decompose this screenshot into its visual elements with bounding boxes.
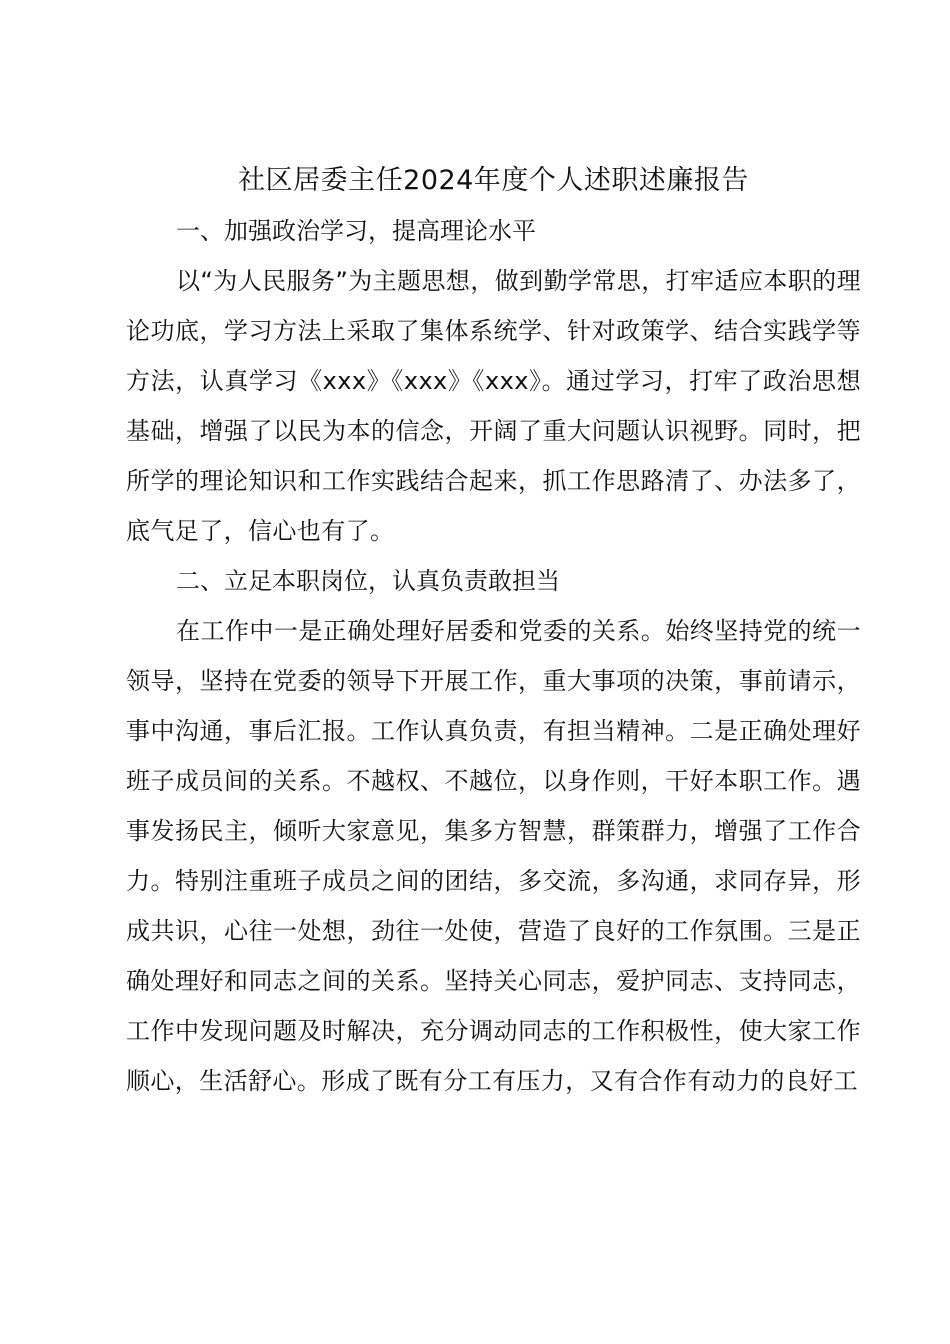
section-heading-1: 一、加强政治学习，提高理论水平 <box>176 217 536 245</box>
document-title: 社区居委主任2024年度个人述职述廉报告 <box>238 165 749 196</box>
section-heading-2: 二、立足本职岗位，认真负责敢担当 <box>176 567 560 595</box>
section-paragraph-2: 在工作中一是正确处理好居委和党委的关系。始终坚持党的统一领导，坚持在党委的领导下开展工作，重大事项的决策，事前请示，事中沟通，事后汇报。工作认真负责，有担当精神。二是正确处理好班子成员间的关系。不越权、不越位，以身作则，干好本职工作。遇事发扬民主，倾听大家意见，集多方智慧，群策群力，增强了工作合力。特别注重班子成员之间的团结，多交流，多沟通，求同存异，形成共识，心往一处想，劲往一处使，营造了良好的工作氛围。三是正确处理好和同志之间的关系。坚持关心同志，爱护同志、支持同志，工作中发现问题及时解决，充分调动同志的工作积极性，使大家工作顺心，生活舒心。形成了既有分工有压力，又有合作有动力的良好工 <box>126 617 861 1095</box>
document-body <box>126 156 861 1106</box>
section-paragraph-1: 以“为人民服务”为主题思想，做到勤学常思，打牢适应本职的理论功底，学习方法上采取了集体系统学、针对政策学、结合实践学等方法，认真学习《xxx》《xxx》《xxx》。通过学习，打牢了政治思想基础，增强了以民为本的信念，开阔了重大问题认识视野。同时，把所学的理论知识和工作实践结合起来，抓工作思路清了、办法多了，底气足了，信心也有了。 <box>126 267 861 545</box>
